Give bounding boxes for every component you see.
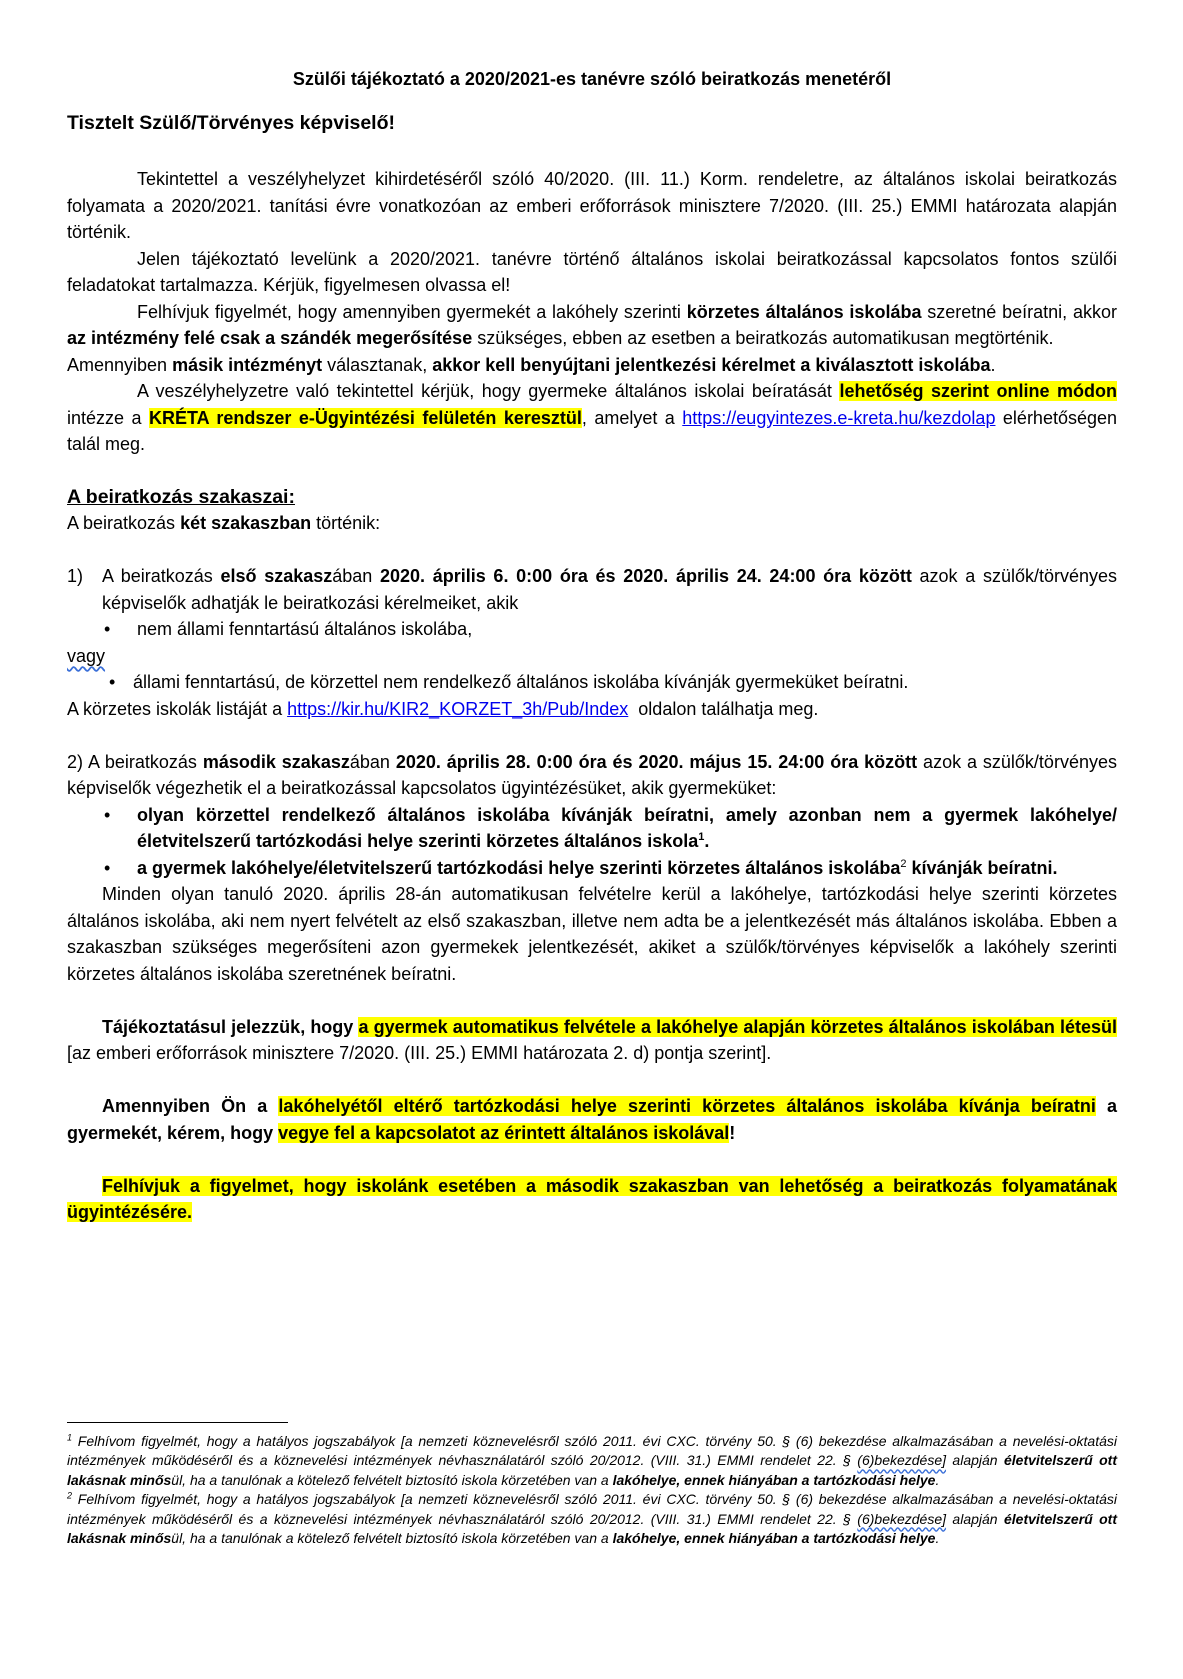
text-run: azok a szülők/törvényes képviselők végezhetik el a beiratkozással kapcsolatos ügyintézésüket, akik gyermeküket:	[67, 751, 1117, 798]
text-run: (6)bekezdése]	[857, 1452, 947, 1469]
bold-text: lakóhelye, ennek hiányában a tartózkodási helye	[612, 1471, 936, 1488]
text-run: A beiratkozás	[102, 566, 221, 586]
spacer	[67, 1146, 1117, 1173]
list-item	[67, 616, 1117, 643]
text-run: (6)bekezdése]	[857, 1510, 947, 1527]
bold-text: másik intézményt	[172, 354, 323, 375]
text-run: A beiratkozás	[87, 751, 203, 772]
bullet-icon: •	[104, 619, 111, 639]
bold-text: olyan körzettel rendelkező általános iskolába kívánják beíratni, amely azonban nem a gyermek lakóhelye/életvitelszerű tartózkodási helye szerinti körzetes általános iskola	[137, 804, 1117, 851]
list-item	[67, 802, 1117, 855]
bold-text: szakasz	[264, 566, 333, 586]
intro-paragraph-2: Jelen tájékoztató levelünk a 2020/2021. tanévre történő általános iskolai beiratkozással kapcsolatos fontos szülői feladatokat tartalmazza. Kérjük, figyelmesen olvassa el!	[67, 248, 1117, 295]
phase-2-paragraph: Minden olyan tanuló 2020. április 28-án automatikusan felvételre kerül a lakóhelye, tartózkodási helye szerinti körzetes általános iskolába, aki nem nyert felvételt az első szakaszban, illetve nem adta be a jelentkezését más általános iskolába. Ebben a szakaszban szükséges megerősíteni azon gyermekek jelentkezését, akiket a szülők/törvényes képviselők a lakóhely szerinti körzetes általános iskolába szeretnének beíratni.	[67, 884, 1117, 984]
phase-1-item	[67, 563, 1117, 616]
footnote-ref-1[interactable]: 1	[698, 831, 705, 843]
intro-paragraph-1: Tekintettel a veszélyhelyzet kihirdetéséről szóló 40/2020. (III. 11.) Korm. rendeletre, az általános iskolai beiratkozás folyamata a 2020/2021. tanítási évre vonatkozóan az emberi erőforrások minisztere 7/2020. (III. 25.) EMMI határozata alapján történik.	[67, 169, 1117, 242]
text-run: Felhívom figyelmét, hogy a hatályos jogszabályok [a nemzeti köznevelésről szóló 2011. évi CXC. törvény 50. § (6) bekezdése alkalmazásában a nevelési-oktatási intézmények működéséről és a köznevelési intézmények névhasználatáról szóló 20/2012. (VIII. 31.) EMMI rendelet 22. §	[67, 1491, 1117, 1527]
text-run: A beiratkozás	[67, 513, 181, 533]
text-run: oldalon találhatja meg.	[628, 698, 819, 719]
list-item	[67, 669, 1117, 696]
text-run: Amennyiben	[67, 354, 173, 375]
bold-text: életvitelszerű ott lakásnak minős	[67, 1510, 1117, 1547]
district-list-line	[67, 696, 1117, 723]
notice-1	[67, 1014, 1117, 1067]
bold-text: akkor kell benyújtani jelentkezési kérelmet a kiválasztott iskolába	[432, 354, 991, 375]
text-run: választanak,	[322, 354, 433, 375]
text-run: alapján	[946, 1452, 1004, 1469]
bold-text: szakasz	[281, 751, 350, 772]
phase-1-bullets-2	[67, 669, 1117, 696]
text-run: ában	[349, 751, 396, 772]
highlighted-bold-text: Felhívjuk a figyelmet, hogy iskolánk esetében a második szakaszban van lehetőség a beiratkozás folyamatának ügyintézésére.	[67, 1175, 1117, 1222]
phase-2-item	[67, 749, 1117, 802]
text-run: nem állami fenntartású általános iskolába,	[137, 619, 473, 639]
spacer	[67, 537, 1117, 564]
text-run: alapján	[946, 1510, 1004, 1527]
bold-text: az intézmény felé csak a szándék megerősítése	[67, 328, 473, 348]
footnote-number: 2	[67, 1490, 73, 1501]
text-run: .	[990, 354, 996, 375]
bold-text: második	[202, 751, 276, 772]
text-run: azok a szülők/törvényes képviselők adhatják le beiratkozási kérelmeiket, akik	[102, 566, 1118, 613]
text-run: ában	[332, 566, 380, 586]
or-word	[67, 643, 1117, 670]
footnote-1	[67, 1432, 1117, 1490]
bold-text: 2020. április 6. 0:00 óra és 2020. április 24. 24:00 óra között	[379, 566, 912, 586]
text-run: A körzetes iskolák listáját a	[67, 698, 288, 719]
intro-paragraph-5	[67, 378, 1117, 458]
spacer	[67, 987, 1117, 1014]
section-heading: A beiratkozás szakaszai:	[67, 485, 295, 508]
notice-2	[67, 1093, 1117, 1146]
phase-1-number: 1)	[67, 566, 84, 586]
text-run: Felhívom figyelmét, hogy a hatályos jogszabályok [a nemzeti köznevelésről szóló 2011. évi CXC. törvény 50. § (6) bekezdése alkalmazásában a nevelési-oktatási intézmények működéséről és a köznevelési intézmények névhasználatáról szóló 20/2012. (VIII. 31.) EMMI rendelet 22. §	[67, 1433, 1117, 1469]
text-run: , amelyet a	[581, 407, 683, 428]
highlighted-bold-text: a gyermek automatikus felvétele a lakóhelye alapján körzetes általános iskolában létesül	[358, 1016, 1117, 1037]
text-run: intézze a	[67, 407, 149, 428]
text-run: ül, ha a tanulónak a kötelező felvételt biztosító iskola körzetében van a	[171, 1530, 613, 1547]
text-run: állami fenntartású, de körzettel nem rendelkező általános iskolába kívánják gyermeküket beíratni.	[133, 672, 909, 692]
bold-text: !	[729, 1122, 736, 1143]
highlighted-bold-text: vegye fel a kapcsolatot az érintett általános iskolával	[278, 1122, 730, 1143]
bullet-icon: •	[104, 804, 111, 825]
text-run: .	[935, 1471, 940, 1488]
highlighted-bold-text: lakóhelyétől eltérő tartózkodási helye szerinti körzetes általános iskolába kívánja beíratni	[278, 1096, 1096, 1116]
document-page	[67, 66, 1117, 1226]
footnote-ref-2[interactable]: 2	[900, 857, 907, 870]
document-title: Szülői tájékoztató a 2020/2021-es tanévre szóló beiratkozás menetéről	[292, 69, 892, 89]
footnote-separator	[67, 1422, 288, 1423]
phase-2-bullets	[67, 802, 1117, 882]
bullet-icon: •	[109, 672, 116, 692]
bold-text: .	[704, 831, 710, 851]
text-run: ül, ha a tanulónak a kötelező felvételt biztosító iskola körzetében van a	[171, 1471, 613, 1488]
intro-paragraph-4	[67, 352, 1117, 379]
text-run: A veszélyhelyzetre való tekintettel kérjük, hogy gyermeke általános iskolai beíratását	[137, 381, 840, 401]
text-run: [az emberi erőforrások minisztere 7/2020. (III. 25.) EMMI határozata 2. d) pontja szerint].	[67, 1043, 772, 1063]
spacer	[67, 1067, 1117, 1094]
bold-text: a gyermek lakóhelye/életvitelszerű tartózkodási helye szerinti körzetes általános iskolába	[137, 857, 901, 878]
text-run: vagy	[67, 645, 106, 666]
bold-text: első	[220, 566, 257, 586]
phase-2-number: 2)	[67, 751, 84, 772]
spacer	[67, 722, 1117, 749]
text-run: Felhívjuk figyelmét, hogy amennyiben gyermekét a lakóhely szerinti	[137, 301, 687, 322]
phase-1-bullets	[67, 616, 1117, 643]
bold-text: 2020. április 28. 0:00 óra és 2020. május 15. 24:00 óra között	[395, 751, 918, 772]
bullet-icon: •	[104, 857, 111, 878]
notice-3	[67, 1173, 1117, 1226]
bold-text: életvitelszerű ott lakásnak minős	[67, 1452, 1117, 1488]
footnote-number: 1	[67, 1432, 73, 1443]
text-run: szükséges, ebben az esetben a beiratkozás automatikusan megtörténik.	[472, 328, 1054, 348]
eugyintezes-link[interactable]: https://eugyintezes.e-kreta.hu/kezdolap	[682, 407, 996, 428]
bold-text: a gyermekét, kérem, hogy	[67, 1096, 1117, 1143]
kir-korzet-link[interactable]: https://kir.hu/KIR2_KORZET_3h/Pub/Index	[287, 698, 629, 719]
section-lead	[67, 510, 1117, 537]
highlighted-bold-text: lehetőség szerint online módon	[839, 381, 1117, 401]
bold-text: két szakaszban	[180, 513, 312, 533]
salutation: Tisztelt Szülő/Törvényes képviselő!	[67, 111, 395, 134]
highlighted-bold-text: KRÉTA rendszer e-Ügyintézési felületén keresztül	[148, 407, 582, 428]
bold-text: Amennyiben Ön a	[102, 1096, 279, 1116]
text-run: szeretné beíratni, akkor	[921, 301, 1117, 322]
text-run: történik:	[311, 513, 381, 533]
bold-text: körzetes általános iskolába	[686, 301, 922, 322]
bold-text: Tájékoztatásul jelezzük, hogy	[102, 1016, 359, 1037]
footnote-2	[67, 1490, 1117, 1548]
bold-text: kívánják beíratni.	[906, 857, 1058, 878]
text-run: .	[935, 1530, 940, 1547]
intro-paragraph-3	[67, 299, 1117, 352]
text-run: elérhetőségen talál meg.	[67, 407, 1118, 454]
list-item	[67, 855, 1117, 882]
footnotes	[67, 1432, 1117, 1548]
bold-text: lakóhelye, ennek hiányában a tartózkodási helye	[612, 1530, 936, 1547]
